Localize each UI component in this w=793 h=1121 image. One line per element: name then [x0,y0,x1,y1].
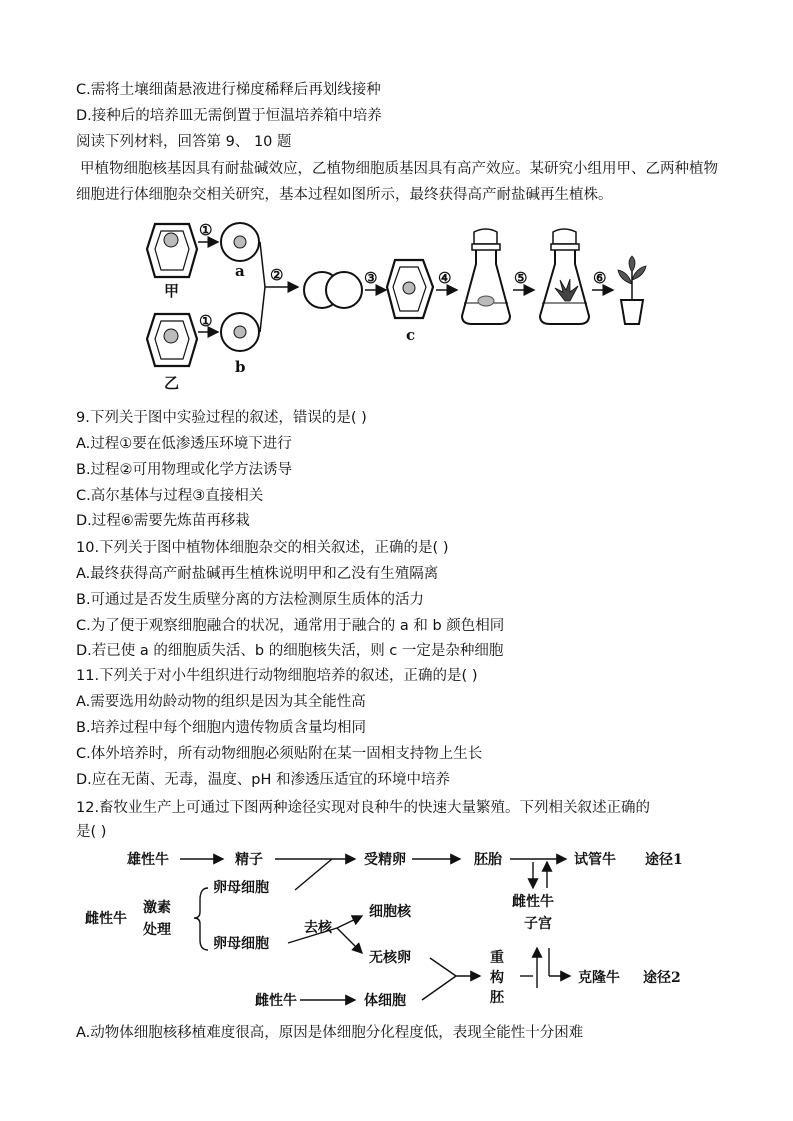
q9-stem: 9.下列关于图中实验过程的叙述，错误的是( ) [76,410,367,426]
label-a: a [235,262,245,280]
label-hormone-2: 处理 [143,922,171,938]
node-recipient-1: 雌性牛 [512,894,554,910]
label-hormone-1: 激素 [143,900,171,916]
node-embryo: 胚胎 [474,852,502,868]
q11-option-a: A.需要选用幼龄动物的组织是因为其全能性高 [76,694,366,710]
material-paragraph: 甲植物细胞核基因具有耐盐碱效应，乙植物细胞质基因具有高产效应。某研究小组用甲、乙两种植物细胞进行体细胞杂交相关研究，基本过程如图所示，最终获得高产耐盐碱再生植株。 [76,161,718,203]
q9-option-d: D.过程⑥需要先炼苗再移栽 [76,513,250,529]
q10-option-a: A.最终获得高产耐盐碱再生植株说明甲和乙没有生殖隔离 [76,566,439,582]
node-sperm: 精子 [235,852,263,868]
label-yi: 乙 [164,374,180,392]
label-jia: 甲 [164,282,180,300]
node-recon-1: 重 [490,950,504,966]
node-oocyte-lower: 卵母细胞 [213,936,269,952]
reading-intro: 阅读下列材料，回答第 9、 10 题 [76,134,292,150]
node-cell-nucleus: 细胞核 [369,904,411,920]
node-female-cow: 雌性牛 [85,911,127,927]
q9-option-c: C.高尔基体与过程③直接相关 [76,488,264,504]
q9-option-b: B.过程②可用物理或化学方法诱导 [76,462,293,478]
q10-option-d: D.若已使 a 的细胞质失活、b 的细胞核失活，则 c 一定是杂种细胞 [76,643,504,659]
q11-option-c: C.体外培养时，所有动物细胞必须贴附在某一固相支持物上生长 [76,746,483,762]
label-route2: 途径2 [643,970,681,986]
step-2: ② [270,266,284,284]
q10-option-c: C.为了便于观察细胞融合的状况，通常用于融合的 a 和 b 颜色相同 [76,618,505,634]
q10-option-b: B.可通过是否发生质壁分离的方法检测原生质体的活力 [76,592,425,608]
node-recon-2: 构 [490,970,504,986]
q11-option-d: D.应在无菌、无毒，温度、pH 和渗透压适宜的环境中培养 [76,772,450,788]
label-route1: 途径1 [645,852,683,868]
step-6: ⑥ [593,269,607,287]
label-remove-nucleus: 去核 [304,920,332,936]
node-fertilized-egg: 受精卵 [364,852,406,868]
node-enucleated-egg: 无核卵 [369,950,411,966]
q11-stem: 11.下列关于对小牛组织进行动物细胞培养的叙述，正确的是( ) [76,668,478,684]
node-recipient-2: 子宫 [524,916,552,932]
q12-option-a: A.动物体细胞核移植难度很高，原因是体细胞分化程度低，表现全能性十分困难 [76,1025,584,1041]
option-c-top: C.需将土壤细菌悬液进行梯度稀释后再划线接种 [76,82,381,98]
node-male-cow: 雄性牛 [127,852,169,868]
label-b: b [235,358,246,376]
step-1-upper: ① [199,221,213,239]
node-test-tube-cow: 试管牛 [574,852,616,868]
node-clone-cow: 克隆牛 [578,970,620,986]
step-5: ⑤ [514,269,528,287]
q12-stem-line1: 12.畜牧业生产上可通过下图两种途径实现对良种牛的快速大量繁殖。下列相关叙述正确的 [76,800,651,816]
q11-option-b: B.培养过程中每个细胞内遗传物质含量均相同 [76,720,367,736]
step-4: ④ [438,269,452,287]
q10-stem: 10.下列关于图中植物体细胞杂交的相关叙述，正确的是( ) [76,540,449,556]
node-recon-3: 胚 [490,990,504,1006]
step-1-lower: ① [199,312,213,330]
node-oocyte-upper: 卵母细胞 [213,880,269,896]
node-somatic-cell: 体细胞 [364,993,406,1009]
q9-option-a: A.过程①要在低渗透压环境下进行 [76,436,292,452]
option-d-top: D.接种后的培养皿无需倒置于恒温培养箱中培养 [76,108,382,124]
label-c: c [406,326,416,344]
q12-stem-line2: 是( ) [76,824,107,840]
node-female-cow-somatic: 雌性牛 [255,993,297,1009]
step-3: ③ [364,269,378,287]
